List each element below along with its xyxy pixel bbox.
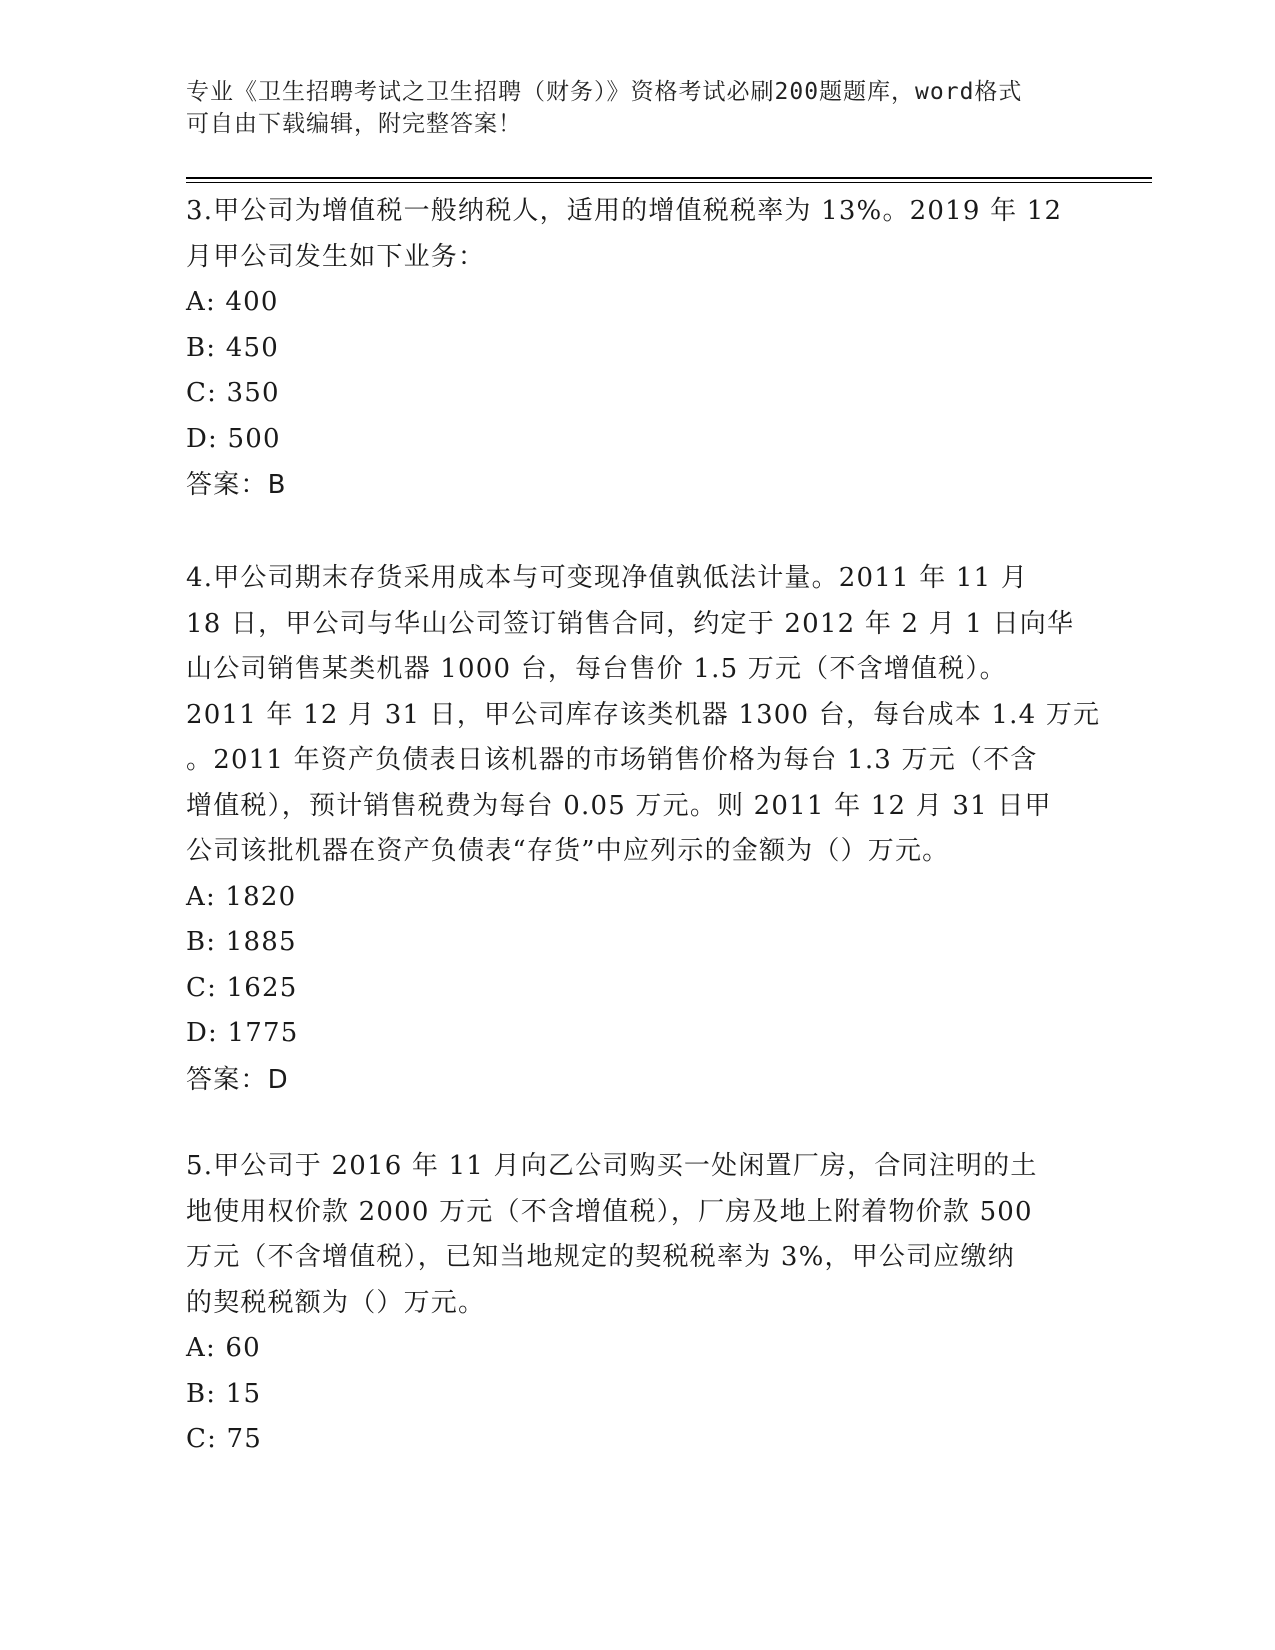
question-line: 月甲公司发生如下业务： [186,241,486,272]
question-line: 4.甲公司期末存货采用成本与可变现净值孰低法计量。2011 年 11 月 [186,563,1029,593]
header-line: 专业《卫生招聘考试之卫生招聘（财务）》资格考试必刷200题题库，word格式 [186,79,1023,105]
question-line: 地使用权价款 2000 万元（不含增值税），厂房及地上附着物价款 500 [186,1196,1033,1227]
question-line: 5.甲公司于 2016 年 11 月向乙公司购买一处闲置厂房，合同注明的土 [186,1151,1038,1181]
options-list [186,875,1086,1057]
option-d: D: 1775 [186,1018,299,1048]
document-header [186,76,1066,140]
question-line: 2011 年 12 月 31 日，甲公司库存该类机器 1300 台，每台成本 1.4 万元 [186,699,1101,730]
question-line: 18 日，甲公司与华山公司签订销售合同，约定于 2012 年 2 月 1 日向华 [186,608,1075,639]
option-a: A: 400 [186,287,279,317]
options-list [186,280,1086,462]
option-c: C: 75 [186,1424,263,1454]
answer-line: 答案：D [186,1064,289,1095]
answer-line: 答案：B [186,470,287,500]
option-b: B: 450 [186,332,279,363]
option-a: A: 1820 [186,881,297,912]
header-divider-thick [186,177,1152,179]
question-line: 的契税税额为（）万元。 [186,1287,486,1318]
question-line: 公司该批机器在资产负债表“存货”中应列示的金额为（）万元。 [186,836,950,866]
header-line: 可自由下载编辑，附完整答案！ [186,111,522,137]
question-line: 3.甲公司为增值税一般纳税人，适用的增值税税率为 13%。2019 年 12 [186,196,1063,226]
question-4 [186,556,1101,1103]
question-5 [186,1144,1086,1463]
option-a: A: 60 [186,1333,261,1363]
question-line: 山公司销售某类机器 1000 台，每台售价 1.5 万元（不含增值税）。 [186,654,1007,684]
option-c: C: 350 [186,378,280,408]
option-c: C: 1625 [186,972,298,1003]
question-text [186,189,1086,280]
option-d: D: 500 [186,423,281,454]
question-3 [186,189,1086,508]
question-text [186,1144,1086,1326]
options-list [186,1326,1086,1463]
question-text [186,556,1101,875]
option-b: B: 1885 [186,927,297,957]
question-line: 。2011 年资产负债表日该机器的市场销售价格为每台 1.3 万元（不含 [186,745,1038,775]
option-b: B: 15 [186,1378,262,1409]
question-line: 增值税），预计销售税费为每台 0.05 万元。则 2011 年 12 月 31 日甲 [186,790,1052,821]
header-divider-thin [186,182,1152,183]
question-line: 万元（不含增值税），已知当地规定的契税税率为 3%，甲公司应缴纳 [186,1242,1015,1272]
